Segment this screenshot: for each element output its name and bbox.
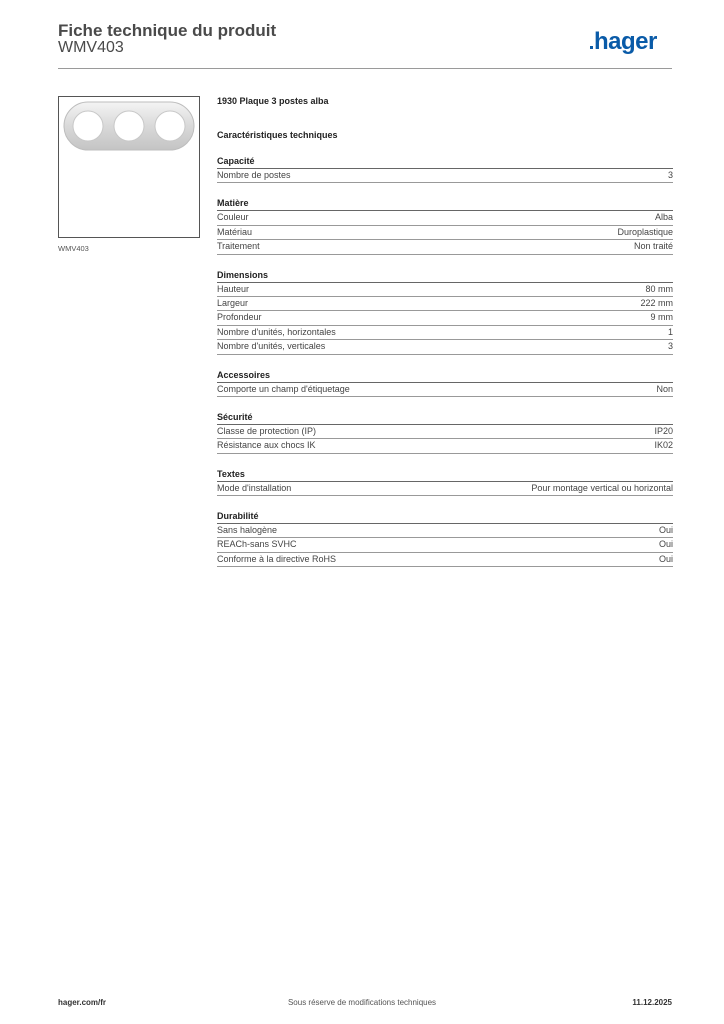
header-divider	[58, 68, 672, 69]
spec-group-title: Dimensions	[217, 269, 673, 283]
spec-value: 3	[667, 341, 673, 352]
spec-label: Traitement	[217, 241, 260, 252]
spec-value: 1	[667, 326, 673, 337]
spec-row	[217, 326, 673, 340]
spec-column	[217, 95, 673, 567]
spec-row	[217, 553, 673, 567]
footer-date: 11.12.2025	[632, 998, 672, 1007]
spec-group-title: Capacité	[217, 155, 673, 169]
spec-group-title: Matière	[217, 197, 673, 211]
product-image	[59, 97, 199, 237]
spec-row	[217, 482, 673, 496]
spec-row	[217, 538, 673, 552]
spec-value: 80 mm	[645, 283, 673, 294]
spec-group	[217, 510, 673, 567]
spec-label: REACh-sans SVHC	[217, 539, 297, 550]
spec-label: Largeur	[217, 297, 249, 308]
spec-row	[217, 283, 673, 297]
logo-dot-icon	[590, 46, 593, 49]
page-title: Fiche technique du produit	[58, 21, 277, 40]
spec-label: Nombre d'unités, horizontales	[217, 326, 336, 337]
spec-group-title: Durabilité	[217, 510, 673, 524]
spec-group	[217, 369, 673, 397]
spec-group-title: Sécurité	[217, 411, 673, 425]
spec-group	[217, 269, 673, 355]
footer-disclaimer: Sous réserve de modifications techniques	[287, 998, 437, 1007]
spec-label: Conforme à la directive RoHS	[217, 553, 337, 564]
spec-group-title: Textes	[217, 468, 673, 482]
spec-group	[217, 468, 673, 496]
spec-row	[217, 425, 673, 439]
spec-row	[217, 169, 673, 183]
spec-group	[217, 411, 673, 454]
spec-value: Oui	[658, 525, 673, 536]
spec-label: Couleur	[217, 212, 249, 223]
spec-value: IK02	[654, 440, 673, 451]
footer-website: hager.com/fr	[58, 998, 107, 1007]
spec-row	[217, 297, 673, 311]
plate-opening-1	[73, 111, 103, 141]
spec-row	[217, 211, 673, 225]
spec-value: Duroplastique	[617, 226, 673, 237]
spec-label: Nombre d'unités, verticales	[217, 341, 326, 352]
product-image-frame	[58, 96, 200, 238]
spec-label: Hauteur	[217, 283, 250, 294]
spec-row	[217, 340, 673, 354]
spec-value: 9 mm	[650, 312, 673, 323]
spec-label: Mode d'installation	[217, 482, 292, 493]
plate-opening-2	[114, 111, 144, 141]
spec-label: Sans halogène	[217, 525, 278, 536]
spec-group	[217, 197, 673, 254]
spec-row	[217, 383, 673, 397]
spec-label: Nombre de postes	[217, 170, 291, 180]
section-heading: Caractéristiques techniques	[217, 130, 338, 140]
spec-value: 3	[667, 170, 673, 180]
spec-value: Pour montage vertical ou horizontal	[531, 482, 673, 493]
spec-row	[217, 226, 673, 240]
hager-logo	[590, 28, 657, 56]
logo-text: hager	[594, 28, 657, 55]
spec-group-title: Accessoires	[217, 369, 673, 383]
spec-value: Alba	[654, 212, 673, 223]
product-name: 1930 Plaque 3 postes alba	[217, 96, 329, 106]
page-subtitle: WMV403	[58, 39, 124, 56]
spec-value: 222 mm	[640, 297, 673, 308]
spec-label: Profondeur	[217, 312, 262, 323]
product-image-caption: WMV403	[58, 244, 89, 253]
spec-value: IP20	[654, 425, 673, 436]
spec-value: Oui	[658, 539, 673, 550]
spec-group	[217, 155, 673, 183]
spec-label: Comporte un champ d'étiquetage	[217, 383, 350, 394]
spec-value: Non traité	[633, 241, 673, 252]
spec-row	[217, 240, 673, 254]
plate-opening-3	[155, 111, 185, 141]
spec-row	[217, 524, 673, 538]
spec-value: Oui	[658, 553, 673, 564]
spec-value: Non	[656, 383, 673, 394]
spec-label: Classe de protection (IP)	[217, 425, 317, 436]
spec-label: Résistance aux chocs IK	[217, 440, 316, 451]
spec-label: Matériau	[217, 226, 253, 237]
spec-row	[217, 311, 673, 325]
spec-row	[217, 439, 673, 453]
